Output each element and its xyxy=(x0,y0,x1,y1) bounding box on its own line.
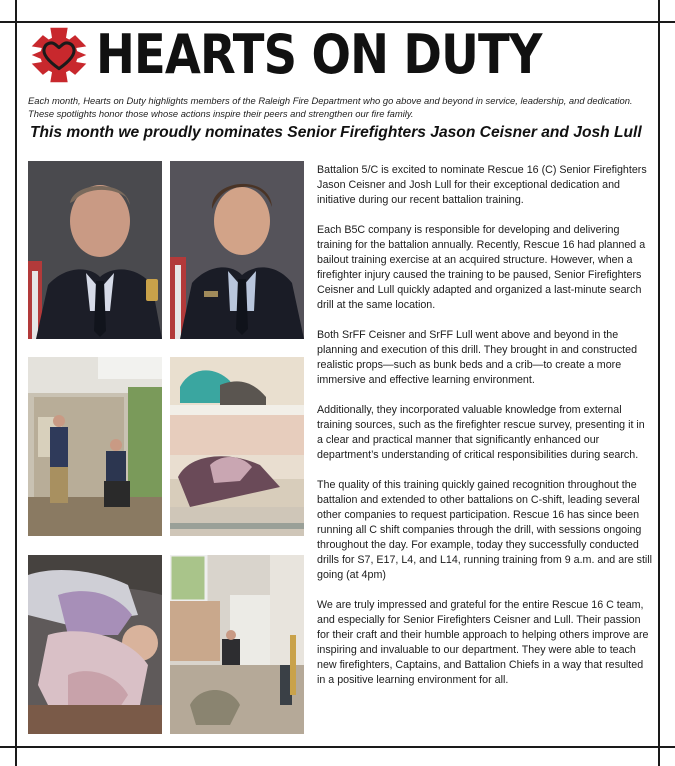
training-photo-mannequin xyxy=(28,555,162,734)
frame-right-line xyxy=(658,0,660,766)
frame-left-line xyxy=(15,0,17,766)
article-paragraph: Each B5C company is responsible for developing and delivering training for the battalion annually. Recently, Rescue 16 had planned a bailout training exercise at an acquired structure. However, when a firefighter injury caused the training to be paused, Senior Firefighters Ceisner and Lull quickly adapted and organized a last-minute search drill at the same location. xyxy=(317,224,646,311)
frame-bottom-line xyxy=(0,746,675,748)
training-photo-bunk-beds xyxy=(170,357,304,536)
masthead xyxy=(28,24,614,86)
article-body xyxy=(317,163,653,703)
training-photo-porch xyxy=(28,357,162,536)
article-paragraph: Both SrFF Ceisner and SrFF Lull went above and beyond in the planning and execution of this drill. They brought in and constructed realistic props—such as bunk beds and a crib—to create a more immersive and effective learning environment. xyxy=(317,329,638,386)
training-photo-search-room xyxy=(170,555,304,734)
intro-text: Each month, Hearts on Duty highlights members of the Raleigh Fire Department who go above and beyond in service, leadership, and dedication. These spotlights honor those whose actions inspire their peers and strengthen our fire family. xyxy=(28,95,633,119)
portrait-photo-lull xyxy=(170,161,304,339)
nomination-headline: This month we proudly nominates Senior Firefighters Jason Ceisner and Josh Lull xyxy=(30,124,642,141)
article-paragraph: Battalion 5/C is excited to nominate Rescue 16 (C) Senior Firefighters Jason Ceisner and Josh Lull for their exceptional dedication and initiative during our recent battalion training. xyxy=(317,164,647,206)
article-paragraph: Additionally, they incorporated valuable knowledge from external training sources, such as the firefighter rescue survey, presenting it in a clear and practical manner that significantly enhanced our department’s understanding of critical responsibilities during search. xyxy=(317,404,645,461)
article-paragraph: We are truly impressed and grateful for the entire Rescue 16 C team, and especially for Senior Firefighters Ceisner and Lull. Their passion for their craft and their humble approach to helping others improve are inspiring and invaluable to our department. They were able to teach new firefighters, Captains, and Battalion Chiefs in a way that resulted in a positive learning environment for all. xyxy=(317,599,649,686)
maltese-cross-heart-icon xyxy=(28,24,90,86)
portrait-photo-ceisner xyxy=(28,161,162,339)
article-paragraph: The quality of this training quickly gained recognition throughout the battalion and extended to other battalions on C-shift, leading several other companies to request participation. Rescue 16 has since been running all C shift companies through the drill, with sessions ongoing throughout the day. For example, today they successfully conducted drills for S7, E17, L4, and L14, running training from 9 a.m. and are still going (at 4pm) xyxy=(317,479,653,581)
masthead-title: HEARTS ON DUTY xyxy=(96,23,542,86)
